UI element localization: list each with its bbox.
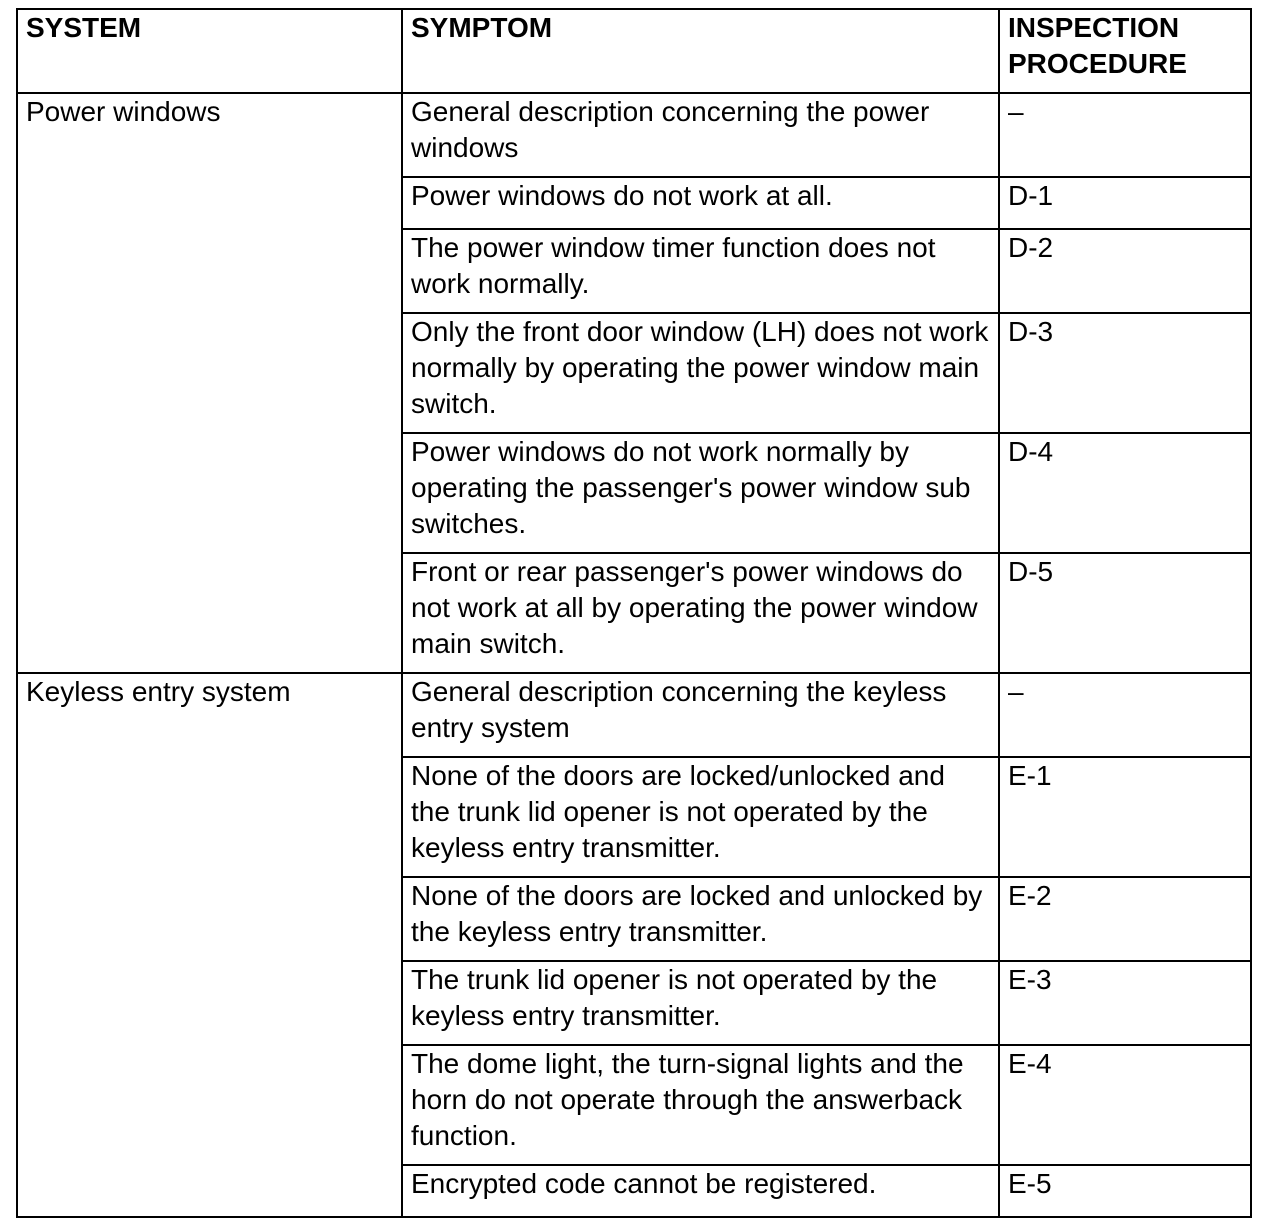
- symptom-cell: Only the front door window (LH) does not work normally by operating the power window main switch.: [402, 313, 999, 433]
- system-cell-power-windows: Power windows: [17, 93, 402, 673]
- symptom-cell: The dome light, the turn-signal lights and the horn do not operate through the answerback function.: [402, 1045, 999, 1165]
- symptom-cell: Encrypted code cannot be registered.: [402, 1165, 999, 1217]
- procedure-cell: E-2: [999, 877, 1251, 961]
- system-cell-keyless-entry: Keyless entry system: [17, 673, 402, 1217]
- procedure-cell: –: [999, 673, 1251, 757]
- symptom-cell: The trunk lid opener is not operated by the keyless entry transmitter.: [402, 961, 999, 1045]
- symptom-cell: None of the doors are locked/unlocked and the trunk lid opener is not operated by the keyless entry transmitter.: [402, 757, 999, 877]
- symptom-cell: None of the doors are locked and unlocked by the keyless entry transmitter.: [402, 877, 999, 961]
- procedure-cell: D-2: [999, 229, 1251, 313]
- symptom-cell: The power window timer function does not work normally.: [402, 229, 999, 313]
- procedure-cell: E-4: [999, 1045, 1251, 1165]
- procedure-cell: D-5: [999, 553, 1251, 673]
- procedure-cell: E-1: [999, 757, 1251, 877]
- symptom-cell: Power windows do not work at all.: [402, 177, 999, 229]
- symptom-cell: Front or rear passenger's power windows do not work at all by operating the power window main switch.: [402, 553, 999, 673]
- table-row: [17, 93, 1251, 177]
- table-row: [17, 673, 1251, 757]
- procedure-cell: –: [999, 93, 1251, 177]
- header-system: SYSTEM: [17, 9, 402, 93]
- procedure-cell: D-1: [999, 177, 1251, 229]
- symptom-cell: General description concerning the keyless entry system: [402, 673, 999, 757]
- header-inspection-procedure: INSPECTION PROCEDURE: [999, 9, 1251, 93]
- procedure-cell: D-3: [999, 313, 1251, 433]
- procedure-cell: E-5: [999, 1165, 1251, 1217]
- procedure-cell: D-4: [999, 433, 1251, 553]
- header-symptom: SYMPTOM: [402, 9, 999, 93]
- symptom-table: [16, 8, 1252, 1218]
- header-row: [17, 9, 1251, 93]
- symptom-cell: General description concerning the power windows: [402, 93, 999, 177]
- symptom-cell: Power windows do not work normally by operating the passenger's power window sub switches.: [402, 433, 999, 553]
- procedure-cell: E-3: [999, 961, 1251, 1045]
